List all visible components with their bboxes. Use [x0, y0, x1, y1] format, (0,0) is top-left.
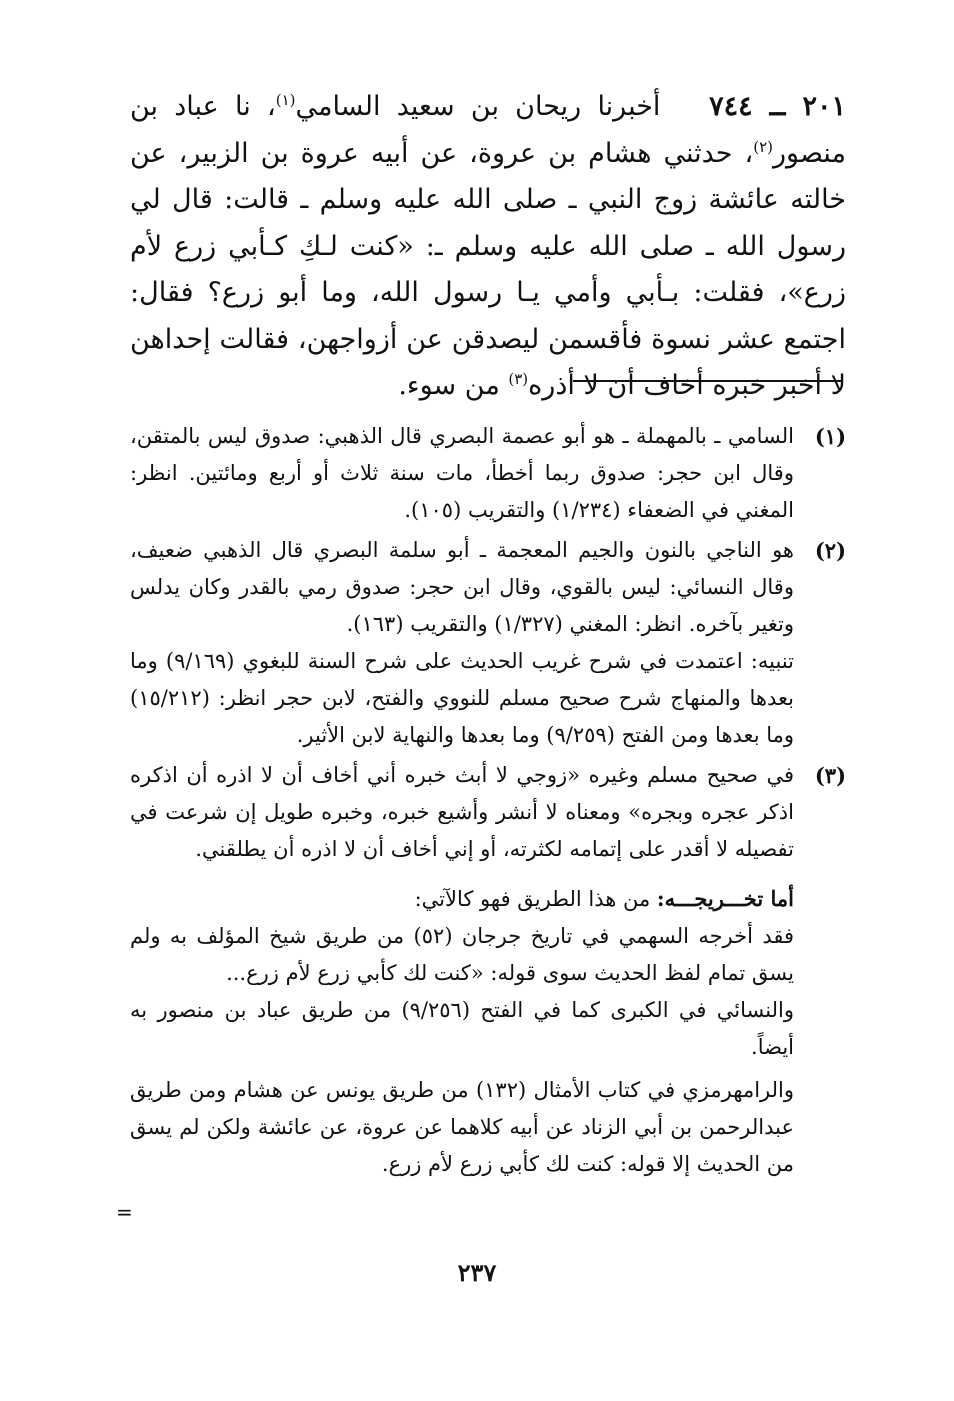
- hadith-number: ٢٠١ ــ ٧٤٤: [709, 91, 847, 122]
- takhrij-section: [130, 880, 794, 1183]
- continuation-mark: =: [116, 1200, 133, 1224]
- footnote-text: هو الناجي بالنون والجيم المعجمة ـ أبو سلمة البصري قال الذهبي ضعيف، وقال النسائي: ليس بالقوي، وقال ابن حجر: صدوق رمي بالقدر وكان يدلس وتغير بآخره. انظر: المغني (١/٣٢٧) والتقريب (١٦٣).: [130, 538, 794, 636]
- footnote-ref: (٣): [508, 370, 529, 388]
- footnote-body: [130, 532, 794, 754]
- hadith-text-part: أخبرنا ريحان بن سعيد السامي: [295, 91, 661, 122]
- hadith-text-part: ، حدثني هشام بن عروة، عن أبيه عروة بن الزبير، عن خالته عائشة زوج النبي ـ صلى الله عليه وسلم ـ قالت: قال لي رسول الله ـ صلى الله عليه وسلم ـ: «كنت لـكِ كـأبي زرع لأم زرع»، فقلت: بـأبي وأمي يـا رسول الله، وما أبو زرع؟ فقال: اجتمع عشر نسوة فأقسمن ليصدقن عن أزواجهن، فقالت إحداهن لا أخبر خبره أخاف أن لا أذره: [130, 137, 846, 401]
- takhrij-label: أما تخـــريجـــه:: [656, 886, 794, 911]
- takhrij-paragraph: فقد أخرجه السهمي في تاريخ جرجان (٥٢) من طريق شيخ المؤلف به ولم يسق تمام لفظ الحديث سوى قوله: «كنت لك كأبي زرع لأم زرع...: [130, 924, 795, 985]
- takhrij-intro: [130, 880, 794, 918]
- takhrij-paragraph: والرامهرمزي في كتاب الأمثال (١٣٢) من طريق يونس عن هشام ومن طريق عبدالرحمن بن أبي الزناد عن أبيه كلاهما عن عروة، عن عائشة ولكن لم يسق من الحديث إلا قوله: كنت لك كأبي زرع لأم زرع.: [130, 1078, 794, 1176]
- footnote-number: (٣): [814, 763, 846, 788]
- footnote-notice: تنبيه: اعتمدت في شرح غريب الحديث على شرح السنة للبغوي (٩/١٦٩) وما بعدها والمنهاج شرح صحيح مسلم للنووي والفتح، لابن حجر انظر: (١٥/٢١٢) وما بعدها ومن الفتح (٩/٢٥٩) وما بعدها والنهاية لابن الأثير.: [130, 649, 794, 747]
- takhrij-intro-text: من هذا الطريق فهو كالآتي:: [414, 887, 657, 911]
- takhrij-paragraph: والنسائي في الكبرى كما في الفتح (٩/٢٥٦) من طريق عباد بن منصور به أيضاً.: [130, 998, 794, 1059]
- footnote-ref: (١): [275, 91, 296, 109]
- footnote-body: [130, 418, 794, 529]
- hadith-text-part: من سوء.: [398, 370, 509, 401]
- footnote-divider: [573, 380, 843, 382]
- footnote-item: [130, 757, 846, 868]
- footnotes: [130, 418, 846, 1183]
- hadith-paragraph: [130, 84, 846, 410]
- footnote-ref: (٢): [753, 137, 773, 156]
- footnote-text: السامي ـ بالمهملة ـ هو أبو عصمة البصري قال الذهبي: صدوق ليس بالمتقن، وقال ابن حجر: صدوق ربما أخطأ، مات سنة ثلاث أو أربع ومائتين. انظر: المغني في الضعفاء (١/٢٣٤) والتقريب (١٠٥).: [130, 424, 794, 522]
- footnote-item: [130, 532, 846, 754]
- hadith-text-part: ، نا عباد بن منصور: [130, 91, 847, 169]
- main-hadith-text: [130, 84, 846, 410]
- footnote-body: [130, 757, 794, 868]
- footnote-number: (١): [814, 424, 846, 449]
- footnote-number: (٢): [814, 538, 846, 563]
- footnote-text: في صحيح مسلم وغيره «زوجي لا أبث خبره أني أخاف أن لا اذره أن اذكره اذكر عجره وبجره» ومعناه لا أنشر وأشيع خبره، وخبره طويل إن شرعت في تفصيله لا أقدر على إتمامه لكثرته، أو إني أخاف أن لا اذره أن يطلقني.: [130, 763, 794, 861]
- footnote-item: [130, 418, 846, 529]
- page-number: ٢٣٧: [457, 1258, 497, 1287]
